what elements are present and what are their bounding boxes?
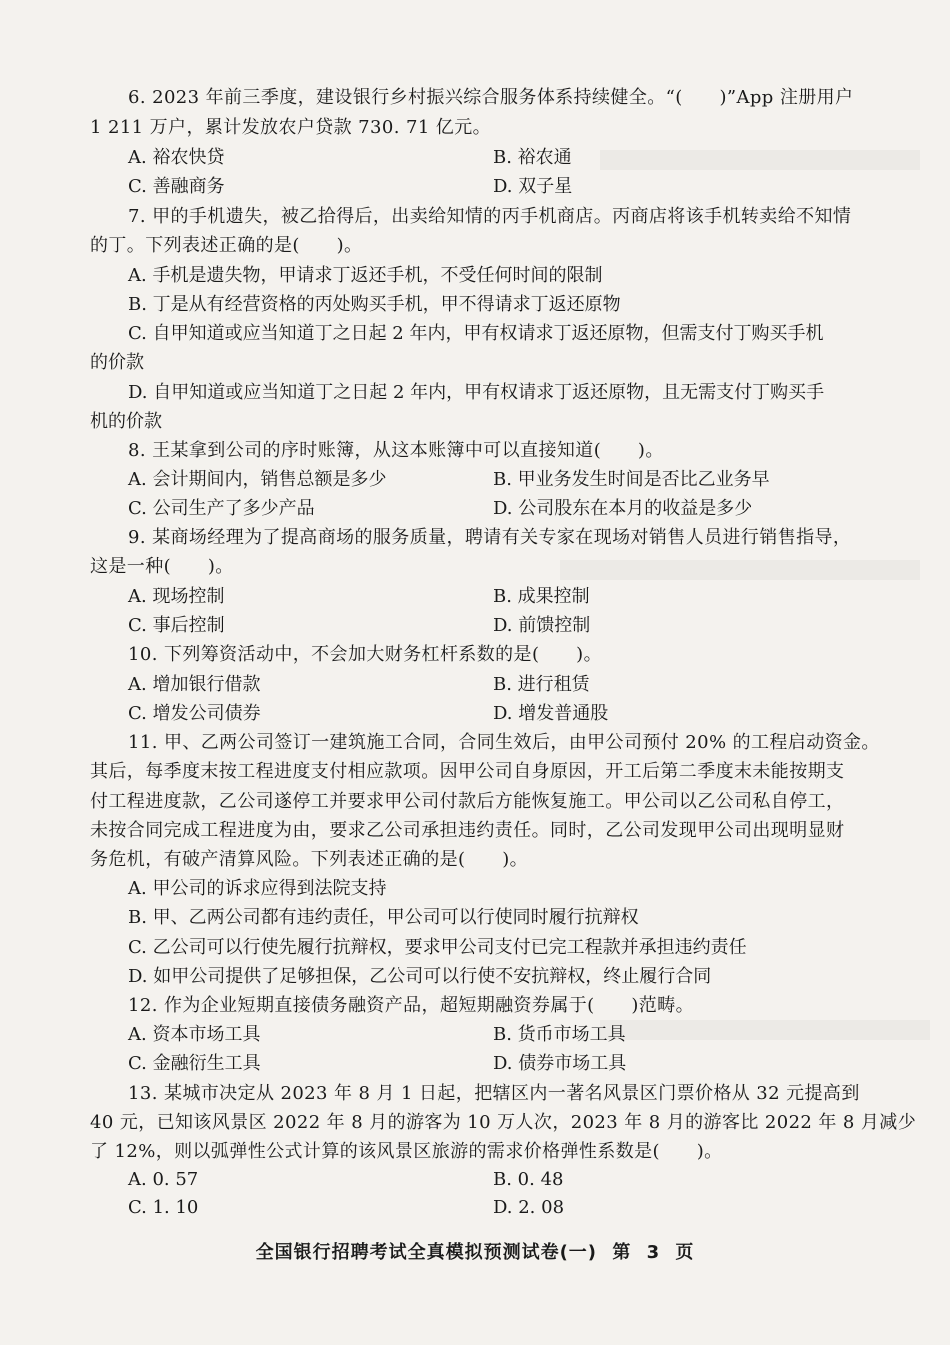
question-6-stem-line1: 6. 2023 年前三季度，建设银行乡村振兴综合服务体系持续健全。“( )”App 注册用户 [128, 87, 854, 108]
question-8-option-b: B. 甲业务发生时间是否比乙业务早 [493, 469, 770, 490]
footer-title: 全国银行招聘考试全真模拟预测试卷(一) [255, 1242, 598, 1263]
question-7-option-d-cont: 机的价款 [90, 411, 162, 432]
question-7-option-b: B. 丁是从有经营资格的丙处购买手机，甲不得请求丁返还原物 [128, 294, 621, 315]
question-11-option-b: B. 甲、乙两公司都有违约责任，甲公司可以行使同时履行抗辩权 [128, 907, 639, 928]
question-11-stem-line4: 未按合同完成工程进度为由，要求乙公司承担违约责任。同时，乙公司发现甲公司出现明显财 [90, 820, 845, 841]
question-6-option-b: B. 裕农通 [493, 147, 572, 168]
question-11-option-d: D. 如甲公司提供了足够担保，乙公司可以行使不安抗辩权，终止履行合同 [128, 966, 712, 987]
question-6-option-a: A. 裕农快贷 [128, 147, 225, 168]
question-7-stem-line2: 的丁。下列表述正确的是( )。 [90, 235, 363, 256]
question-12-option-b: B. 货币市场工具 [493, 1024, 626, 1045]
question-11-stem-line1: 11. 甲、乙两公司签订一建筑施工合同，合同生效后，由甲公司预付 20% 的工程启动资金。 [128, 732, 880, 753]
question-6-option-d: D. 双子星 [493, 176, 573, 197]
question-9-option-a: A. 现场控制 [128, 586, 225, 607]
question-10-option-c: C. 增发公司债券 [128, 703, 261, 724]
question-13-stem-line3: 了 12%，则以弧弹性公式计算的该风景区旅游的需求价格弹性系数是( )。 [90, 1141, 723, 1162]
question-11-stem-line5: 务危机，有破产清算风险。下列表述正确的是( )。 [90, 849, 529, 870]
question-9-option-c: C. 事后控制 [128, 615, 225, 636]
question-6-stem-line2: 1 211 万户，累计发放农户贷款 730. 71 亿元。 [90, 117, 491, 138]
question-13-stem-line2: 40 元，已知该风景区 2022 年 8 月的游客为 10 万人次，2023 年 8 月的游客比 2022 年 8 月减少 [90, 1112, 917, 1133]
question-13-stem-line1: 13. 某城市决定从 2023 年 8 月 1 日起，把辖区内一著名风景区门票价格从 32 元提高到 [128, 1083, 860, 1104]
question-12-option-c: C. 金融衍生工具 [128, 1053, 261, 1074]
question-10-option-b: B. 进行租赁 [493, 674, 590, 695]
question-11-stem-line3: 付工程进度款，乙公司遂停工并要求甲公司付款后方能恢复施工。甲公司以乙公司私自停工， [90, 791, 845, 812]
question-8-option-c: C. 公司生产了多少产品 [128, 498, 315, 519]
bleed-through-mark [600, 1020, 930, 1040]
question-6-option-c: C. 善融商务 [128, 176, 225, 197]
question-8-option-a: A. 会计期间内，销售总额是多少 [128, 469, 387, 490]
question-11-option-c: C. 乙公司可以行使先履行抗辩权，要求甲公司支付已完工程款并承担违约责任 [128, 937, 747, 958]
question-7-option-a: A. 手机是遗失物，甲请求丁返还手机，不受任何时间的限制 [128, 265, 603, 286]
question-12-option-d: D. 债券市场工具 [493, 1053, 627, 1074]
bleed-through-mark [600, 150, 920, 170]
question-13-option-d: D. 2. 08 [493, 1197, 565, 1218]
question-7-stem-line1: 7. 甲的手机遗失，被乙拾得后，出卖给知情的丙手机商店。丙商店将该手机转卖给不知情 [128, 206, 852, 227]
question-10-stem: 10. 下列筹资活动中，不会加大财务杠杆系数的是( )。 [128, 644, 602, 665]
question-9-stem-line1: 9. 某商场经理为了提高商场的服务质量，聘请有关专家在现场对销售人员进行销售指导， [128, 527, 852, 548]
question-7-option-c: C. 自甲知道或应当知道丁之日起 2 年内，甲有权请求丁返还原物，但需支付丁购买手机 [128, 323, 824, 344]
footer-page-suffix: 页 [675, 1242, 695, 1263]
question-8-option-d: D. 公司股东在本月的收益是多少 [493, 498, 753, 519]
page-footer [0, 1238, 950, 1264]
question-13-option-c: C. 1. 10 [128, 1197, 199, 1218]
question-10-option-a: A. 增加银行借款 [128, 674, 261, 695]
question-9-stem-line2: 这是一种( )。 [90, 556, 234, 577]
question-11-option-a: A. 甲公司的诉求应得到法院支持 [128, 878, 387, 899]
question-9-option-d: D. 前馈控制 [493, 615, 591, 636]
question-12-stem: 12. 作为企业短期直接债务融资产品，超短期融资券属于( )范畴。 [128, 995, 694, 1016]
question-7-option-c-cont: 的价款 [90, 352, 144, 373]
question-13-option-a: A. 0. 57 [128, 1169, 199, 1190]
question-8-stem: 8. 王某拿到公司的序时账簿，从这本账簿中可以直接知道( )。 [128, 440, 664, 461]
question-11-stem-line2: 其后，每季度末按工程进度支付相应款项。因甲公司自身原因，开工后第二季度末未能按期支 [90, 761, 845, 782]
question-7-option-d: D. 自甲知道或应当知道丁之日起 2 年内，甲有权请求丁返还原物，且无需支付丁购买手 [128, 382, 825, 403]
question-12-option-a: A. 资本市场工具 [128, 1024, 261, 1045]
question-10-option-d: D. 增发普通股 [493, 703, 609, 724]
footer-page-number: 3 [646, 1242, 661, 1263]
question-13-option-b: B. 0. 48 [493, 1169, 564, 1190]
question-9-option-b: B. 成果控制 [493, 586, 590, 607]
bleed-through-mark [560, 560, 920, 580]
footer-page-prefix: 第 [612, 1242, 632, 1263]
